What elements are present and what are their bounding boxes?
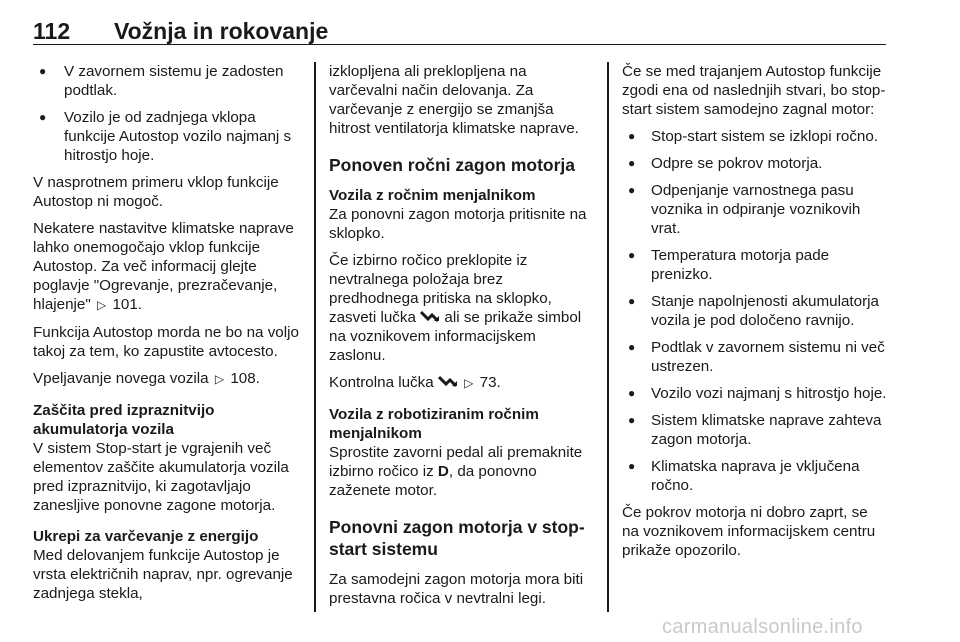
section-heading: Ponovni zagon motorja v stop-start sistemu xyxy=(329,517,585,559)
paragraph: Če izbirno ročico preklopite iz nevtralnega položaja brez predhodnega pritiska na sklopko, zasveti lučka ali se prikaže simbol na voznikovem informacijskem zaslonu. xyxy=(329,252,582,364)
paragraph: Če pokrov motorja ni dobro zaprt, se na voznikovem informacijskem centru prikaže opozorilo. xyxy=(622,504,876,559)
list-item: ● Odpenjanje varnostnega pasu voznika in odpiranje voznikovih vrat. xyxy=(622,181,887,238)
autostop-telltale-icon xyxy=(438,374,458,388)
column-2 xyxy=(329,62,594,616)
list-item: ● Stop-start sistem se izklopi ročno. xyxy=(622,127,887,146)
paragraph: V sistem Stop-start je vgrajenih več elementov zaščite akumulatorja vozila pred izpraznitvijo, ki zagotavljajo zanesljive ponovne zagone motorja. xyxy=(33,440,289,514)
column-divider xyxy=(314,62,316,612)
page-reference-link[interactable]: 101. xyxy=(112,296,143,313)
restart-conditions-list xyxy=(622,127,887,495)
list-item: ● V zavornem sistemu je zadosten podtlak. xyxy=(33,62,301,100)
ref-arrow-icon: ▷ xyxy=(214,372,225,386)
subheading: Vozila z ročnim menjalnikom xyxy=(329,187,536,204)
list-item: ● Klimatska naprava je vključena ročno. xyxy=(622,457,887,495)
column-1 xyxy=(33,62,301,611)
paragraph: Nekatere nastavitve klimatske naprave lahko onemogočajo vklop funkcije Autostop. Za več informacij glejte poglavje "Ogrevanje, prezračevanje, hlajenje" ▷ 101. xyxy=(33,220,294,313)
list-item: ● Vozilo je od zadnjega vklopa funkcije Autostop vozilo najmanj s hitrostjo hoje. xyxy=(33,108,301,165)
watermark: carmanualsonline.info xyxy=(662,616,863,638)
ref-arrow-icon: ▷ xyxy=(464,376,474,390)
list-item: ● Sistem klimatske naprave zahteva zagon motorja. xyxy=(622,411,887,449)
paragraph: Če se med trajanjem Autostop funkcije zgodi ena od naslednjih stvari, bo stop-start sistem samodejno zagnal motor: xyxy=(622,63,886,118)
page-number: 112 xyxy=(33,18,71,44)
subheading: Vozila z robotiziranim ročnim menjalnikom xyxy=(329,406,539,442)
conditions-list xyxy=(33,62,301,165)
paragraph: Funkcija Autostop morda ne bo na voljo takoj za tem, ko zapustite avtocesto. xyxy=(33,324,299,360)
subheading: Ukrepi za varčevanje z energijo xyxy=(33,528,259,545)
list-item: ● Vozilo vozi najmanj s hitrostjo hoje. xyxy=(622,384,887,403)
autostop-telltale-icon xyxy=(420,309,440,323)
list-item: ● Temperatura motorja pade prenizko. xyxy=(622,246,887,284)
paragraph: Kontrolna lučka ▷ 73. xyxy=(329,374,501,391)
column-3 xyxy=(622,62,887,568)
paragraph: Vpeljavanje novega vozila ▷ 108. xyxy=(33,370,260,387)
paragraph: izklopljena ali preklopljena na varčevalni način delovanja. Za varčevanje z energijo se zmanjša hitrost ventilatorja klimatske naprave. xyxy=(329,63,579,137)
list-item: ● Stanje napolnjenosti akumulatorja vozila je pod določeno ravnijo. xyxy=(622,292,887,330)
ref-arrow-icon: ▷ xyxy=(96,298,107,312)
page-header xyxy=(33,4,886,45)
paragraph: Za ponovni zagon motorja pritisnite na sklopko. xyxy=(329,206,587,242)
paragraph: Za samodejni zagon motorja mora biti prestavna ročica v nevtralni legi. xyxy=(329,571,584,607)
page-reference-link[interactable]: 108. xyxy=(230,370,260,387)
list-item: ● Odpre se pokrov motorja. xyxy=(622,154,887,173)
page-reference-link[interactable]: 73. xyxy=(479,374,501,391)
list-item: ● Podtlak v zavornem sistemu ni več ustrezen. xyxy=(622,338,887,376)
paragraph: Sprostite zavorni pedal ali premaknite izbirno ročico iz D, da ponovno zaženete motor. xyxy=(329,444,583,499)
chapter-title: Vožnja in rokovanje xyxy=(114,18,329,44)
paragraph: Med delovanjem funkcije Autostop je vrsta električnih naprav, npr. ogrevanje zadnjega stekla, xyxy=(33,547,293,602)
paragraph: V nasprotnem primeru vklop funkcije Autostop ni mogoč. xyxy=(33,174,279,210)
subheading: Zaščita pred izpraznitvijo akumulatorja vozila xyxy=(33,402,215,438)
section-heading: Ponoven ročni zagon motorja xyxy=(329,155,575,175)
column-divider xyxy=(607,62,609,612)
